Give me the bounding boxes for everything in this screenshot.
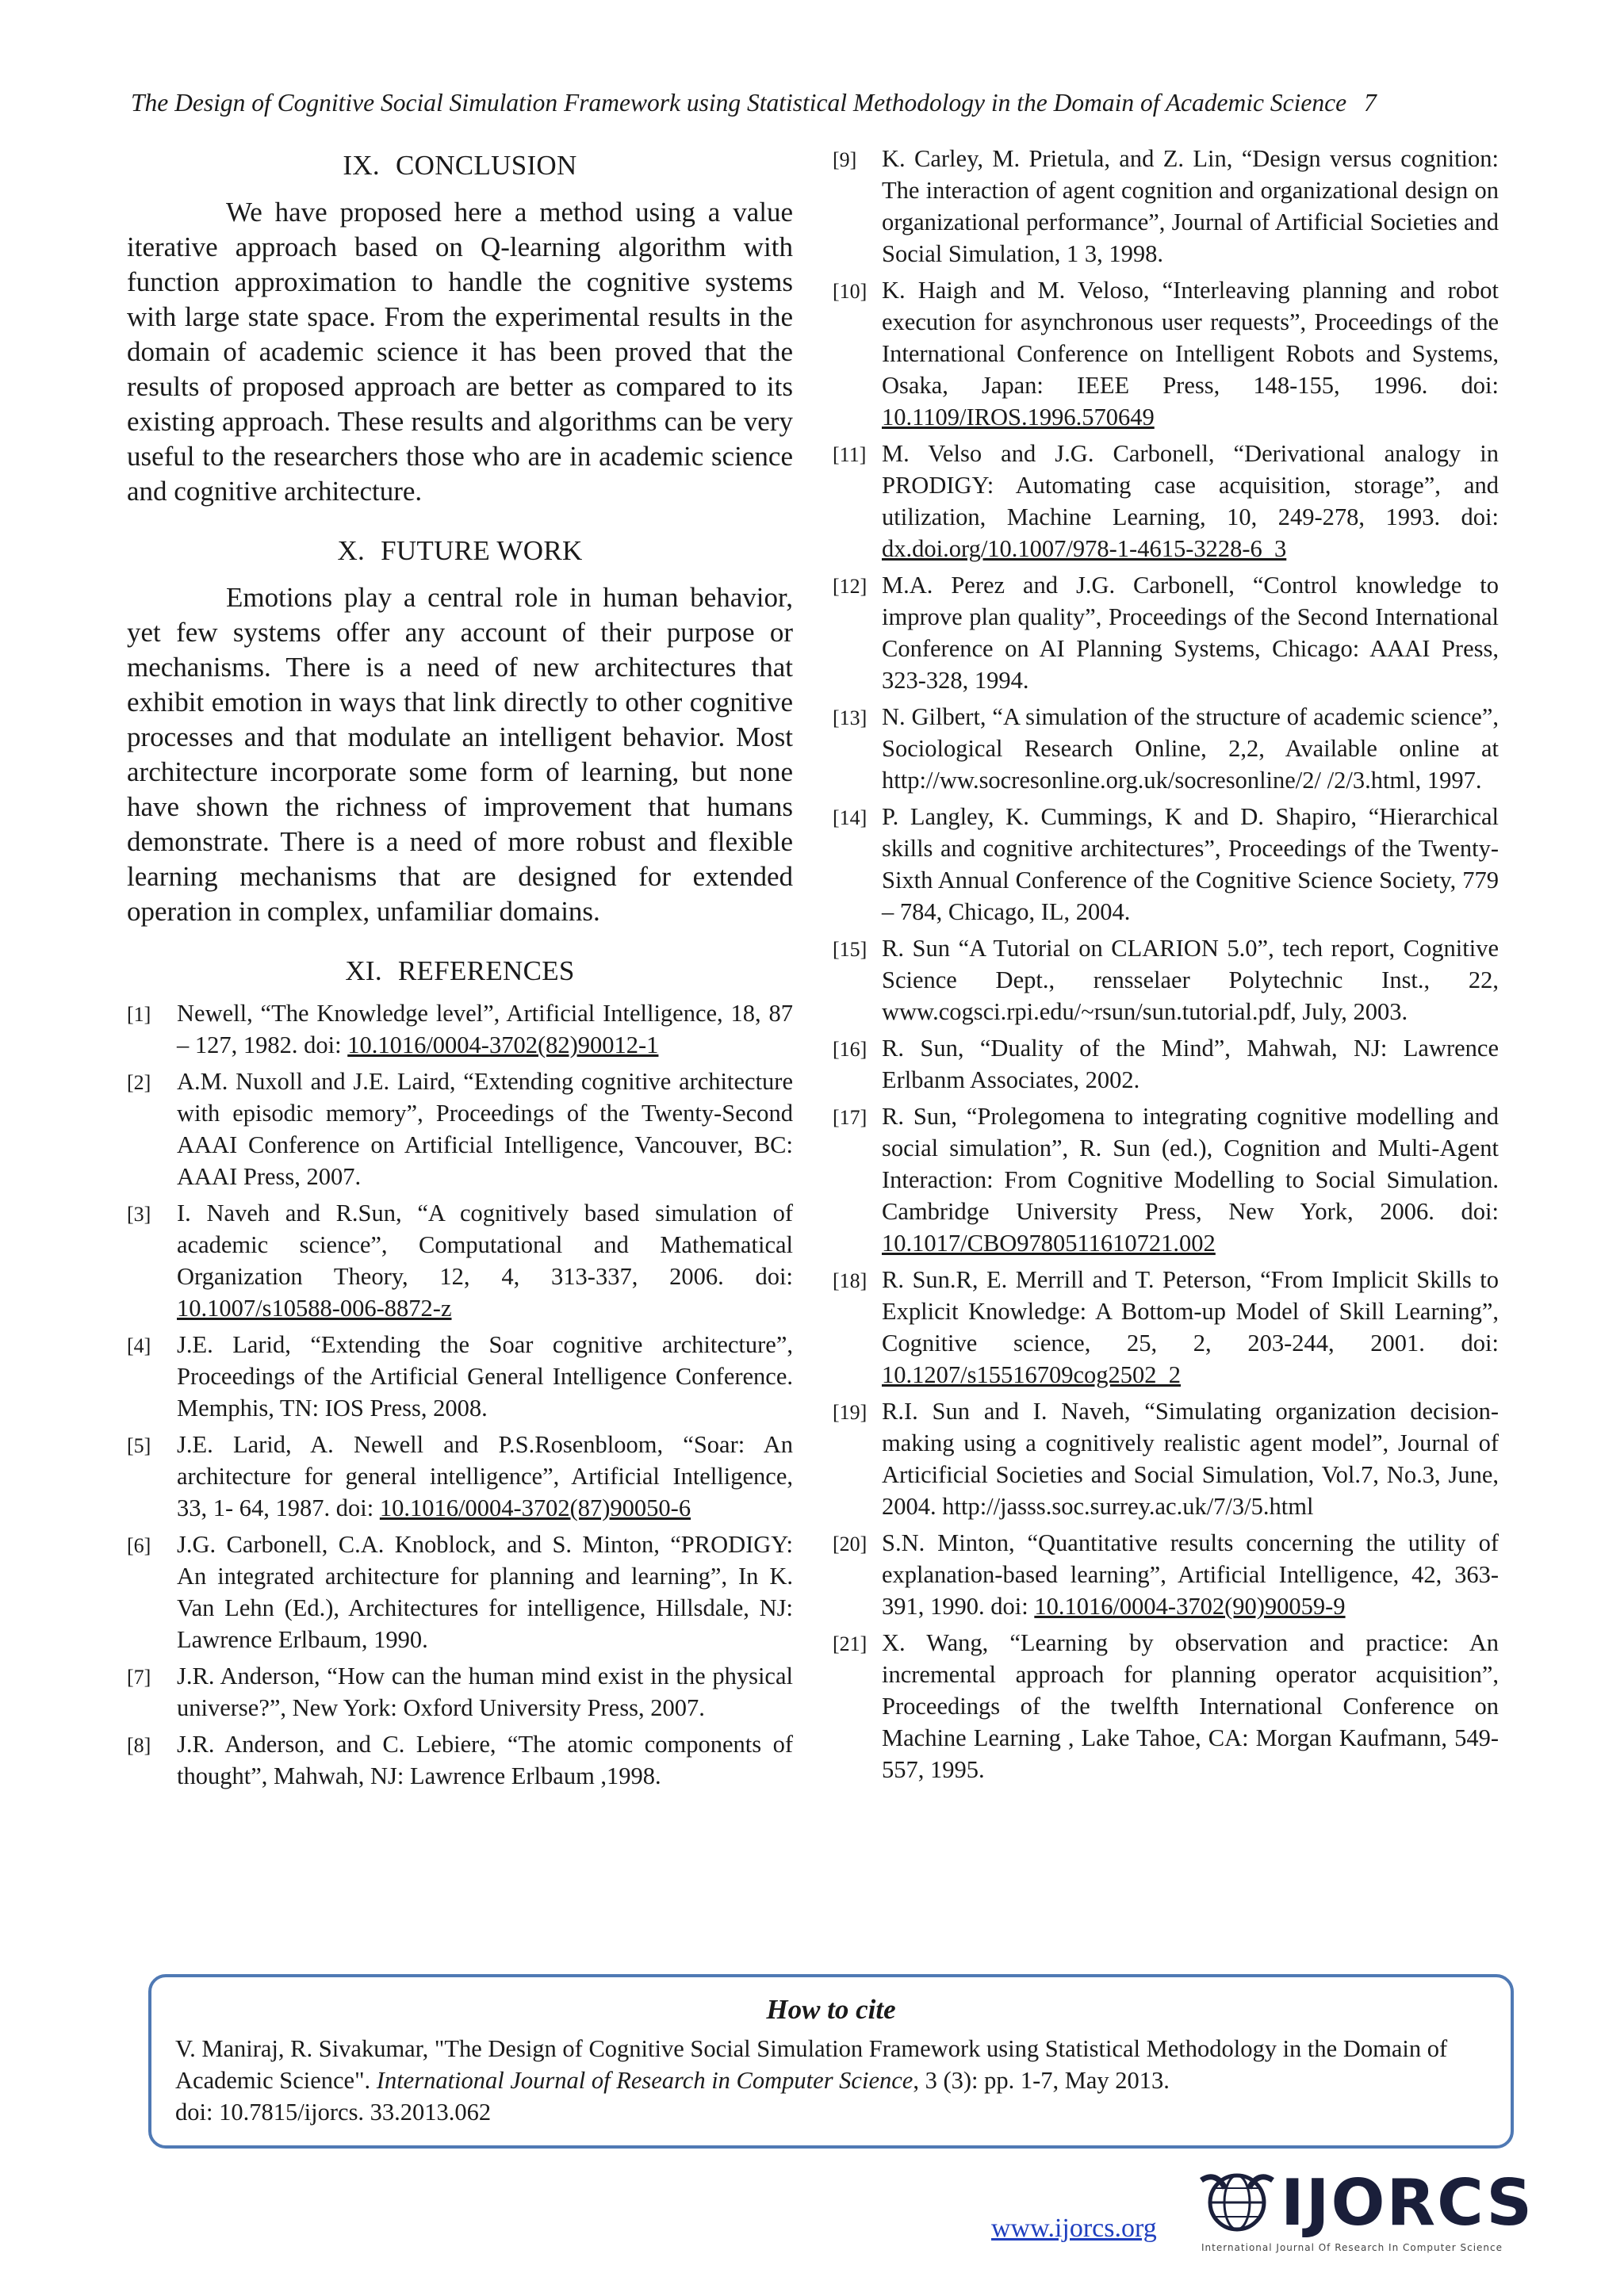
cite-doi: doi: 10.7815/ijorcs. 33.2013.062: [175, 2099, 492, 2126]
reference-number: [11]: [833, 443, 867, 466]
reference-item: [127, 1529, 793, 1655]
page-number: 7: [1363, 89, 1377, 117]
reference-doi-link[interactable]: 10.1017/CBO9780511610721.002: [882, 1230, 1216, 1257]
section-title: REFERENCES: [397, 955, 575, 986]
reference-text: J.G. Carbonell, C.A. Knoblock, and S. Minton, “PRODIGY: An integrated architecture for planning and learning”, In K. Van Lehn (Ed.), Architectures for intelligence, Hillsdale, NJ: Lawrence Erlbaum, 1990.: [177, 1531, 793, 1653]
reference-doi-link[interactable]: 10.1109/IROS.1996.570649: [882, 404, 1155, 430]
cite-details: , 3 (3): pp. 1-7, May 2013.: [913, 2067, 1170, 2094]
references-heading: [127, 953, 793, 989]
cite-authors-title: V. Maniraj, R. Sivakumar, "The Design of Cognitive Social Simulation Framework using Statistical Methodology in the Domain of Academic Science".: [175, 2035, 1448, 2094]
section-number: X.: [337, 535, 366, 566]
reference-text: R. Sun “A Tutorial on CLARION 5.0”, tech report, Cognitive Science Dept., rensselaer Polytechnic Inst., 22, www.cogsci.rpi.edu/~rsun/sun.tutorial.pdf, July, 2003.: [882, 935, 1499, 1025]
reference-number: [16]: [833, 1038, 868, 1061]
reference-text: Newell, “The Knowledge level”, Artificial Intelligence, 18, 87 – 127, 1982. doi:: [177, 1000, 793, 1058]
reference-item: [833, 274, 1499, 433]
reference-text: K. Carley, M. Prietula, and Z. Lin, “Design versus cognition: The interaction of agent cognition and organizational design on organizational performance”, Journal of Artificial Societies and Social Simulation, 1 3, 1998.: [882, 145, 1499, 267]
ijorcs-logo: [1193, 2164, 1534, 2260]
reference-item: [833, 438, 1499, 564]
reference-number: [19]: [833, 1401, 868, 1424]
reference-number: [21]: [833, 1632, 868, 1655]
reference-item: [833, 1395, 1499, 1522]
reference-item: [127, 1429, 793, 1524]
reference-doi-link[interactable]: 10.1016/0004-3702(90)90059-9: [1034, 1593, 1346, 1620]
conclusion-paragraph: We have proposed here a method using a value iterative approach based on Q-learning algorithm with function approximation to handle the cognitive systems with large state space. From the experimental results in the domain of academic science it has been proved that the results of proposed approach are better as compared to its existing approach. These results and algorithms can be very useful to the researchers those who are in academic science and cognitive architecture.: [127, 197, 793, 507]
reference-text: J.R. Anderson, “How can the human mind exist in the physical universe?”, New York: Oxford University Press, 2007.: [177, 1663, 793, 1721]
reference-item: [833, 1627, 1499, 1785]
section-number: IX.: [343, 150, 380, 181]
reference-item: [833, 1032, 1499, 1096]
how-to-cite-box: [148, 1974, 1514, 2149]
reference-number: [15]: [833, 938, 868, 961]
header-title: The Design of Cognitive Social Simulation Framework using Statistical Methodology in the Domain of Academic Science: [131, 89, 1347, 117]
cite-title: How to cite: [766, 1994, 896, 2025]
reference-item: [127, 1197, 793, 1324]
reference-item: [833, 932, 1499, 1027]
reference-number: [20]: [833, 1533, 868, 1556]
reference-text: M.A. Perez and J.G. Carbonell, “Control knowledge to improve plan quality”, Proceedings of the Second International Conference on AI Planning Systems, Chicago: AAAI Press, 323-328, 1994.: [882, 572, 1499, 694]
reference-item: [833, 569, 1499, 696]
reference-number: [9]: [833, 148, 857, 171]
reference-number: [10]: [833, 280, 868, 303]
reference-number: [7]: [127, 1666, 151, 1689]
reference-text: P. Langley, K. Cummings, K and D. Shapiro, “Hierarchical skills and cognitive architectures”, Proceedings of the Twenty-Sixth Annual Conference of the Cognitive Science Society, 779 – 784, Chicago, IL, 2004.: [882, 803, 1499, 925]
reference-item: [833, 701, 1499, 796]
reference-item: [833, 1100, 1499, 1259]
reference-number: [3]: [127, 1203, 151, 1226]
section-title: FUTURE WORK: [381, 535, 583, 566]
conclusion-heading: [127, 147, 793, 184]
reference-item: [127, 1329, 793, 1424]
reference-doi-link[interactable]: 10.1207/s15516709cog2502_2: [882, 1361, 1182, 1388]
globe-icon: [1193, 2164, 1281, 2244]
reference-doi-link[interactable]: 10.1007/s10588-006-8872-z: [177, 1295, 452, 1322]
reference-number: [1]: [127, 1003, 151, 1026]
reference-item: [833, 143, 1499, 270]
reference-number: [18]: [833, 1269, 868, 1292]
future-work-paragraph: Emotions play a central role in human behavior, yet few systems offer any account of their purpose or mechanisms. There is a need of new architectures that exhibit emotion in ways that link directly to other cognitive processes and that modulate an intelligent behavior. Most architecture incorporate some form of learning, but none have shown the richness of improvement that humans demonstrate. There is a need of more robust and flexible learning mechanisms that are designed for extended operation in complex, unfamiliar domains.: [127, 582, 793, 927]
reference-item: [833, 1527, 1499, 1622]
reference-text: J.E. Larid, A. Newell and P.S.Rosenbloom, “Soar: An architecture for general intelligence”, Artificial Intelligence, 33, 1- 64, 1987. doi:: [177, 1431, 793, 1521]
reference-item: [127, 997, 793, 1061]
cite-text: [175, 2033, 1487, 2128]
reference-text: R. Sun.R, E. Merrill and T. Peterson, “From Implicit Skills to Explicit Knowledge: A Bottom-up Model of Skill Learning”, Cognitive science, 25, 2, 203-244, 2001. doi:: [882, 1266, 1499, 1357]
reference-number: [12]: [833, 575, 868, 598]
reference-text: R. Sun, “Prolegomena to integrating cognitive modelling and social simulation”, R. Sun (ed.), Cognition and Multi-Agent Interaction: From Cognitive Modelling to Social Simulation. Cambridge University Press, New York, 2006. doi:: [882, 1103, 1499, 1225]
logo-tagline: International Journal Of Research In Computer Science: [1201, 2242, 1503, 2253]
reference-doi-link[interactable]: 10.1016/0004-3702(87)90050-6: [379, 1494, 691, 1521]
reference-number: [8]: [127, 1734, 151, 1757]
references-list-right: [833, 143, 1499, 1785]
reference-number: [17]: [833, 1106, 868, 1129]
logo-wordmark: IJORCS: [1281, 2166, 1534, 2240]
reference-text: S.N. Minton, “Quantitative results concerning the utility of explanation-based learning”, Artificial Intelligence, 42, 363-391, 1990. doi:: [882, 1529, 1499, 1620]
reference-text: K. Haigh and M. Veloso, “Interleaving planning and robot execution for asynchronous user requests”, Proceedings of the International Conference on Intelligent Robots and Systems, Osaka, Japan: IEEE Press, 148-155, 1996. doi:: [882, 277, 1499, 399]
reference-item: [833, 801, 1499, 928]
right-column: [833, 143, 1499, 1790]
reference-text: M. Velso and J.G. Carbonell, “Derivational analogy in PRODIGY: Automating case acquisition, storage”, and utilization, Machine Learning, 10, 249-278, 1993. doi:: [882, 440, 1499, 530]
section-number: XI.: [345, 955, 382, 986]
reference-item: [127, 1066, 793, 1192]
reference-text: R. Sun, “Duality of the Mind”, Mahwah, NJ: Lawrence Erlbanm Associates, 2002.: [882, 1035, 1499, 1093]
reference-item: [127, 1660, 793, 1724]
reference-text: J.R. Anderson, and C. Lebiere, “The atomic components of thought”, Mahwah, NJ: Lawrence Erlbaum ,1998.: [177, 1731, 793, 1789]
reference-text: R.I. Sun and I. Naveh, “Simulating organization decision-making using a cognitively realistic agent model”, Journal of Articificial Societies and Social Simulation, Vol.7, No.3, June, 2004. http://jasss.soc.surrey.ac.uk/7/3/5.html: [882, 1398, 1499, 1520]
reference-text: A.M. Nuxoll and J.E. Laird, “Extending cognitive architecture with episodic memory”, Proceedings of the Twenty-Second AAAI Conference on Artificial Intelligence, Vancouver, BC: AAAI Press, 2007.: [177, 1068, 793, 1190]
left-column: [127, 143, 793, 1797]
reference-text: J.E. Larid, “Extending the Soar cognitive architecture”, Proceedings of the Artificial General Intelligence Conference. Memphis, TN: IOS Press, 2008.: [177, 1331, 793, 1422]
running-header: [131, 86, 1495, 121]
reference-doi-link[interactable]: 10.1016/0004-3702(82)90012-1: [347, 1031, 659, 1058]
reference-number: [5]: [127, 1434, 151, 1457]
reference-doi-link[interactable]: dx.doi.org/10.1007/978-1-4615-3228-6_3: [882, 535, 1287, 562]
reference-text: I. Naveh and R.Sun, “A cognitively based simulation of academic science”, Computational and Mathematical Organization Theory, 12, 4, 313-337, 2006. doi:: [177, 1200, 793, 1290]
cite-journal: International Journal of Research in Computer Science: [376, 2067, 914, 2094]
reference-number: [6]: [127, 1534, 151, 1557]
reference-item: [833, 1264, 1499, 1391]
reference-number: [14]: [833, 806, 868, 829]
reference-item: [127, 1728, 793, 1792]
section-title: CONCLUSION: [396, 150, 577, 181]
references-list-left: [127, 997, 793, 1792]
reference-number: [2]: [127, 1071, 151, 1094]
reference-number: [4]: [127, 1334, 151, 1357]
future-work-heading: [127, 533, 793, 569]
reference-text: X. Wang, “Learning by observation and practice: An incremental approach for planning operator acquisition”, Proceedings of the twelfth International Conference on Machine Learning , Lake Tahoe, CA: Morgan Kaufmann, 549-557, 1995.: [882, 1629, 1499, 1783]
reference-text: N. Gilbert, “A simulation of the structure of academic science”, Sociological Research Online, 2,2, Available online at http://ww.socresonline.org.uk/socresonline/2/ /2/3.html, 1997.: [882, 703, 1499, 794]
journal-website-link[interactable]: www.ijorcs.org: [991, 2214, 1157, 2243]
reference-number: [13]: [833, 706, 868, 729]
